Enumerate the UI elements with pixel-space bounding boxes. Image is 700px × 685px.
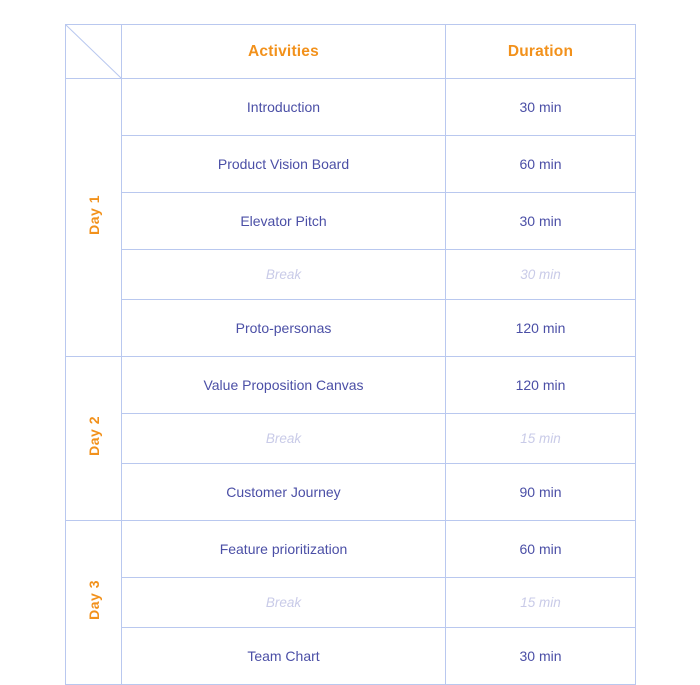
activity-cell: Product Vision Board	[122, 136, 446, 193]
day-label: Day 2	[85, 416, 102, 456]
table-body	[66, 79, 636, 685]
day-label: Day 3	[85, 580, 102, 620]
table-row-break	[66, 250, 636, 300]
table-row-break	[66, 578, 636, 628]
table-row	[66, 521, 636, 578]
activity-cell: Break	[122, 250, 446, 300]
day-cell-3	[66, 521, 122, 685]
table-row	[66, 464, 636, 521]
day-cell-2	[66, 357, 122, 521]
table-row	[66, 357, 636, 414]
day-cell-1	[66, 79, 122, 357]
corner-cell	[66, 25, 122, 79]
table-header-row	[66, 25, 636, 79]
duration-cell: 30 min	[446, 250, 636, 300]
activity-cell: Customer Journey	[122, 464, 446, 521]
header-activities: Activities	[122, 25, 446, 79]
activity-cell: Introduction	[122, 79, 446, 136]
header-duration: Duration	[446, 25, 636, 79]
duration-cell: 15 min	[446, 578, 636, 628]
activity-cell: Elevator Pitch	[122, 193, 446, 250]
duration-cell: 15 min	[446, 414, 636, 464]
activity-cell: Proto-personas	[122, 300, 446, 357]
activity-cell: Break	[122, 578, 446, 628]
table-row	[66, 628, 636, 685]
duration-cell: 60 min	[446, 136, 636, 193]
duration-cell: 30 min	[446, 628, 636, 685]
table-row	[66, 193, 636, 250]
activity-cell: Team Chart	[122, 628, 446, 685]
duration-cell: 120 min	[446, 300, 636, 357]
duration-cell: 120 min	[446, 357, 636, 414]
schedule-table	[65, 24, 636, 685]
table-row	[66, 300, 636, 357]
diagonal-slash-icon	[66, 25, 121, 78]
table-row	[66, 136, 636, 193]
duration-cell: 60 min	[446, 521, 636, 578]
activity-cell: Value Proposition Canvas	[122, 357, 446, 414]
duration-cell: 30 min	[446, 193, 636, 250]
table-row-break	[66, 414, 636, 464]
activity-cell: Feature prioritization	[122, 521, 446, 578]
day-label: Day 1	[85, 195, 102, 235]
duration-cell: 90 min	[446, 464, 636, 521]
duration-cell: 30 min	[446, 79, 636, 136]
activity-cell: Break	[122, 414, 446, 464]
table-row	[66, 79, 636, 136]
table-header	[66, 25, 636, 79]
